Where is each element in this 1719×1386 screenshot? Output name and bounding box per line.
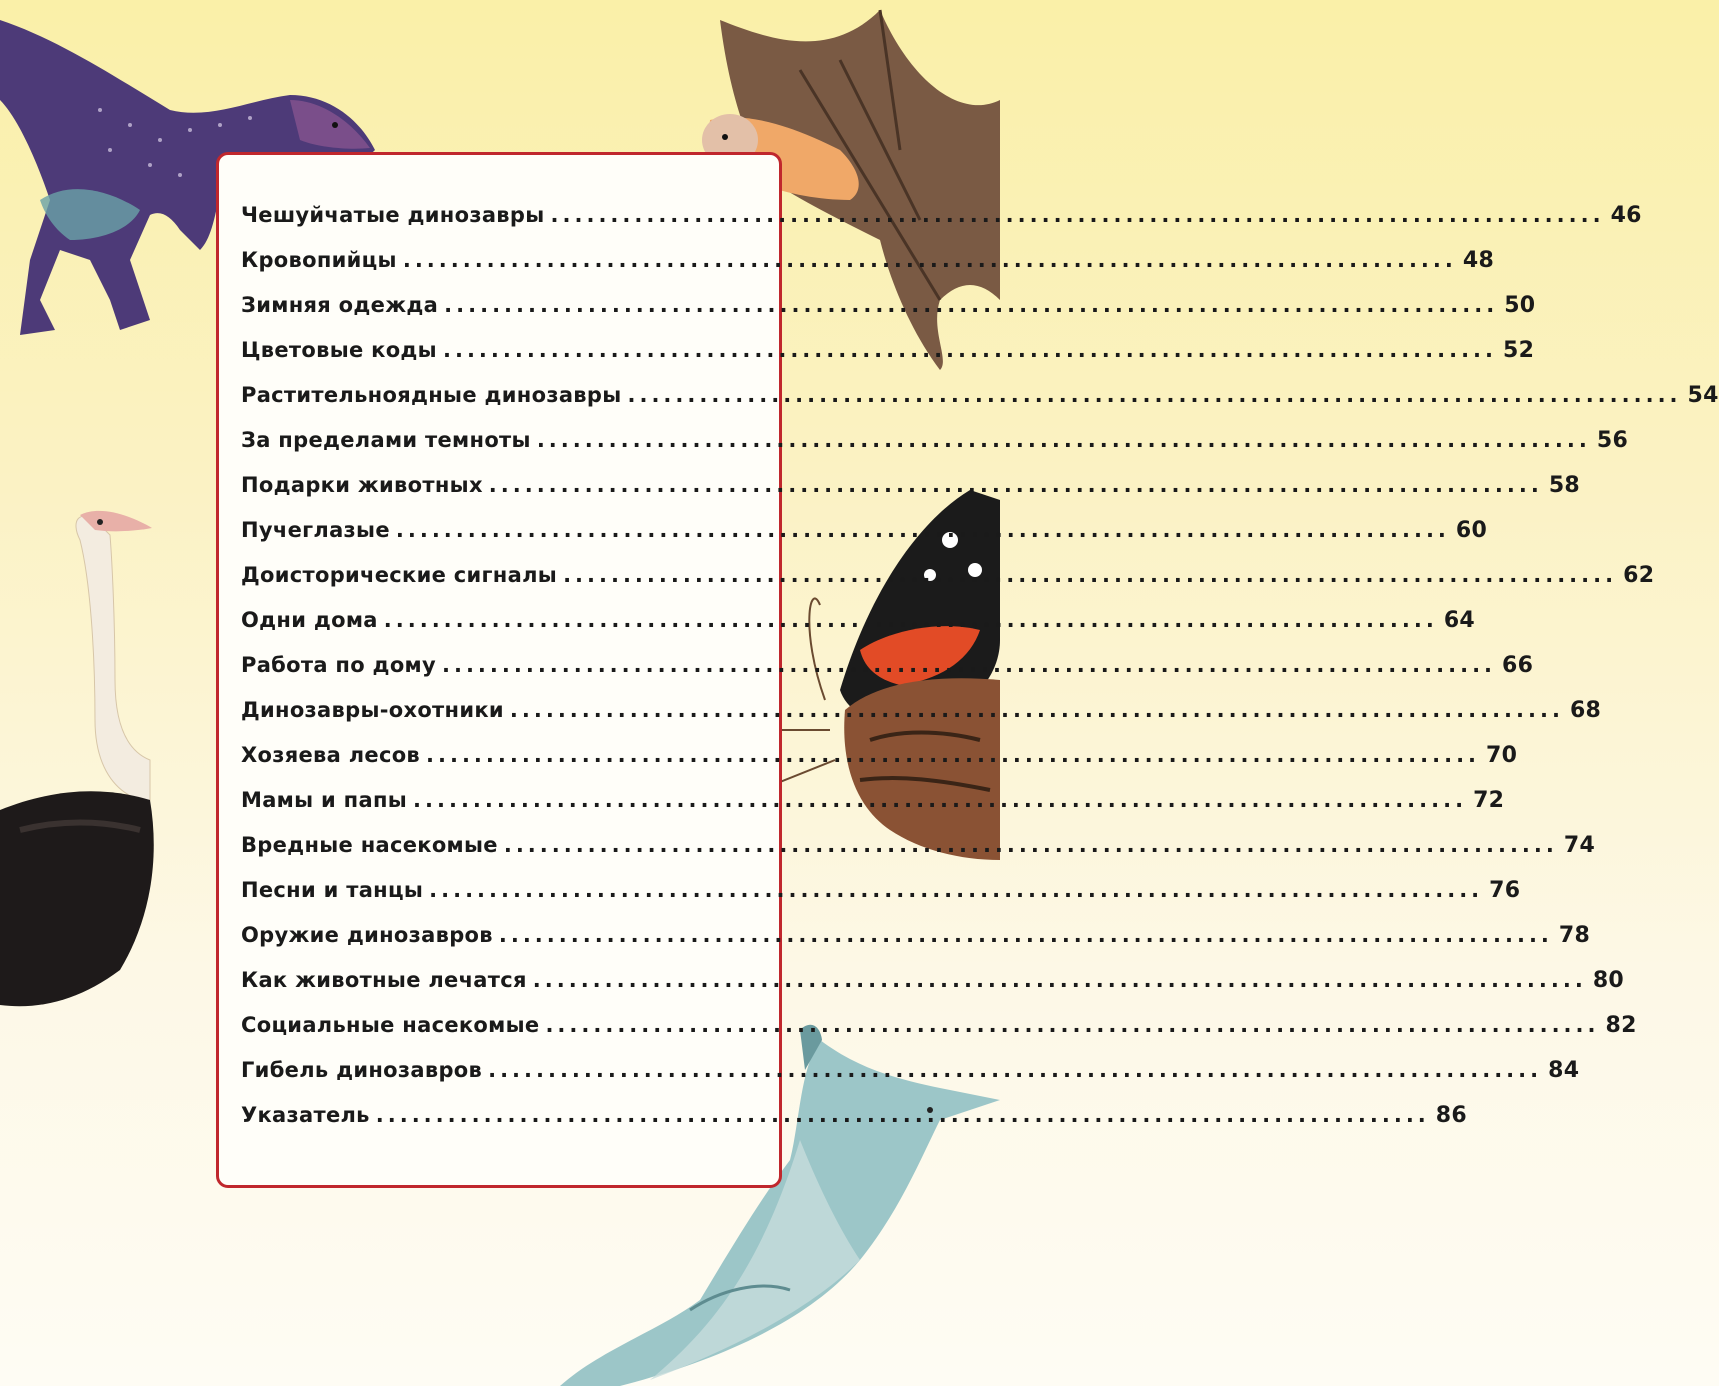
toc-leader-dots: ........................................................................................	[498, 923, 1553, 947]
toc-entry[interactable]	[241, 203, 1642, 235]
toc-entry-page: 72	[1473, 788, 1505, 813]
toc-entry[interactable]	[241, 473, 1581, 505]
toc-entry-page: 64	[1443, 608, 1476, 633]
toc-leader-dots: ........................................................................................	[395, 518, 1450, 542]
toc-entry-title: За пределами темноты	[241, 428, 531, 452]
toc-entry[interactable]	[241, 878, 1521, 910]
toc-leader-dots: ........................................................................................	[402, 248, 1457, 272]
toc-entry[interactable]	[241, 428, 1629, 460]
toc-entry[interactable]	[241, 563, 1655, 595]
toc-entry-page: 74	[1563, 833, 1596, 858]
toc-entry-page: 54	[1687, 383, 1719, 408]
toc-entry-title: Подарки животных	[241, 473, 483, 497]
toc-entry-page: 80	[1592, 968, 1625, 993]
toc-entry-page: 50	[1504, 293, 1536, 318]
toc-entry-title: Растительноядные динозавры	[241, 383, 622, 407]
toc-entry-page: 68	[1569, 698, 1602, 723]
toc-entry-title: Кровопийцы	[241, 248, 397, 272]
toc-entry-title: Указатель	[241, 1103, 370, 1127]
toc-entry-title: Вредные насекомые	[241, 833, 498, 857]
toc-entry-page: 78	[1558, 923, 1591, 948]
toc-entry-title: Гибель динозавров	[241, 1058, 483, 1082]
toc-entry-title: Работа по дому	[241, 653, 436, 677]
toc-entry[interactable]	[241, 653, 1534, 685]
toc-leader-dots: ........................................................................................	[488, 473, 1543, 497]
toc-entry[interactable]	[241, 788, 1505, 820]
toc-entry[interactable]	[241, 518, 1488, 550]
toc-entry-title: Доисторические сигналы	[241, 563, 558, 587]
toc-entry[interactable]	[241, 293, 1536, 325]
toc-entry-page: 60	[1455, 518, 1488, 543]
toc-leader-dots: ........................................................................................	[413, 788, 1468, 812]
toc-leader-dots: ........................................................................................	[503, 833, 1558, 857]
toc-leader-dots: ........................................................................................	[444, 293, 1499, 317]
toc-leader-dots: ........................................................................................	[563, 563, 1618, 587]
toc-entry-title: Динозавры-охотники	[241, 698, 504, 722]
toc-leader-dots: ........................................................................................	[442, 338, 1498, 362]
toc-entry-title: Пучеглазые	[241, 518, 390, 542]
toc-entry[interactable]	[241, 248, 1495, 280]
toc-entry-title: Песни и танцы	[241, 878, 424, 902]
toc-entry-title: Мамы и папы	[241, 788, 408, 812]
toc-panel	[216, 152, 1719, 1188]
toc-leader-dots: ........................................................................................	[627, 383, 1682, 407]
toc-entry-page: 48	[1462, 248, 1495, 273]
toc-entry-page: 46	[1610, 203, 1642, 228]
toc-entry-page: 84	[1548, 1058, 1580, 1083]
toc-leader-dots: ........................................................................................	[442, 653, 1497, 677]
toc-leader-dots: ........................................................................................	[426, 743, 1481, 767]
toc-entry[interactable]	[241, 1058, 1580, 1090]
toc-leader-dots: ........................................................................................	[509, 698, 1564, 722]
toc-leader-dots: ........................................................................................	[375, 1103, 1430, 1127]
toc-entry[interactable]	[241, 968, 1625, 1000]
toc-entry-page: 76	[1489, 878, 1521, 903]
toc-entry[interactable]	[241, 833, 1596, 865]
toc-entry-page: 56	[1596, 428, 1629, 453]
toc-entry[interactable]	[241, 1103, 1468, 1135]
toc-entry-title: Хозяева лесов	[241, 743, 421, 767]
toc-entry[interactable]	[241, 338, 1535, 370]
toc-entry-title: Цветовые коды	[241, 338, 437, 362]
toc-entry-page: 70	[1486, 743, 1518, 768]
toc-leader-dots: ........................................................................................	[550, 203, 1605, 227]
toc-entry-title: Социальные насекомые	[241, 1013, 540, 1037]
toc-entry[interactable]	[241, 383, 1719, 415]
toc-leader-dots: ........................................................................................	[545, 1013, 1600, 1037]
toc-entry-title: Одни дома	[241, 608, 378, 632]
toc-leader-dots: ........................................................................................	[488, 1058, 1543, 1082]
toc-entry-page: 86	[1435, 1103, 1468, 1128]
toc-entry-title: Зимняя одежда	[241, 293, 439, 317]
toc-leader-dots: ........................................................................................	[383, 608, 1438, 632]
toc-entry-page: 66	[1502, 653, 1534, 678]
toc-entry-title: Чешуйчатые динозавры	[241, 203, 545, 227]
toc-entry-page: 52	[1503, 338, 1535, 363]
toc-entry[interactable]	[241, 608, 1476, 640]
toc-entry[interactable]	[241, 1013, 1637, 1045]
toc-entry[interactable]	[241, 743, 1518, 775]
toc-entry-page: 82	[1605, 1013, 1637, 1038]
toc-entry-page: 58	[1548, 473, 1581, 498]
toc-entry-title: Как животные лечатся	[241, 968, 527, 992]
toc-entry-page: 62	[1623, 563, 1655, 588]
toc-leader-dots: ........................................................................................	[429, 878, 1484, 902]
toc-leader-dots: ........................................................................................	[536, 428, 1591, 452]
toc-entry[interactable]	[241, 923, 1591, 955]
toc-leader-dots: ........................................................................................	[532, 968, 1587, 992]
ostrich-illustration	[0, 500, 170, 1020]
toc-entry-title: Оружие динозавров	[241, 923, 493, 947]
toc-entry[interactable]	[241, 698, 1602, 730]
